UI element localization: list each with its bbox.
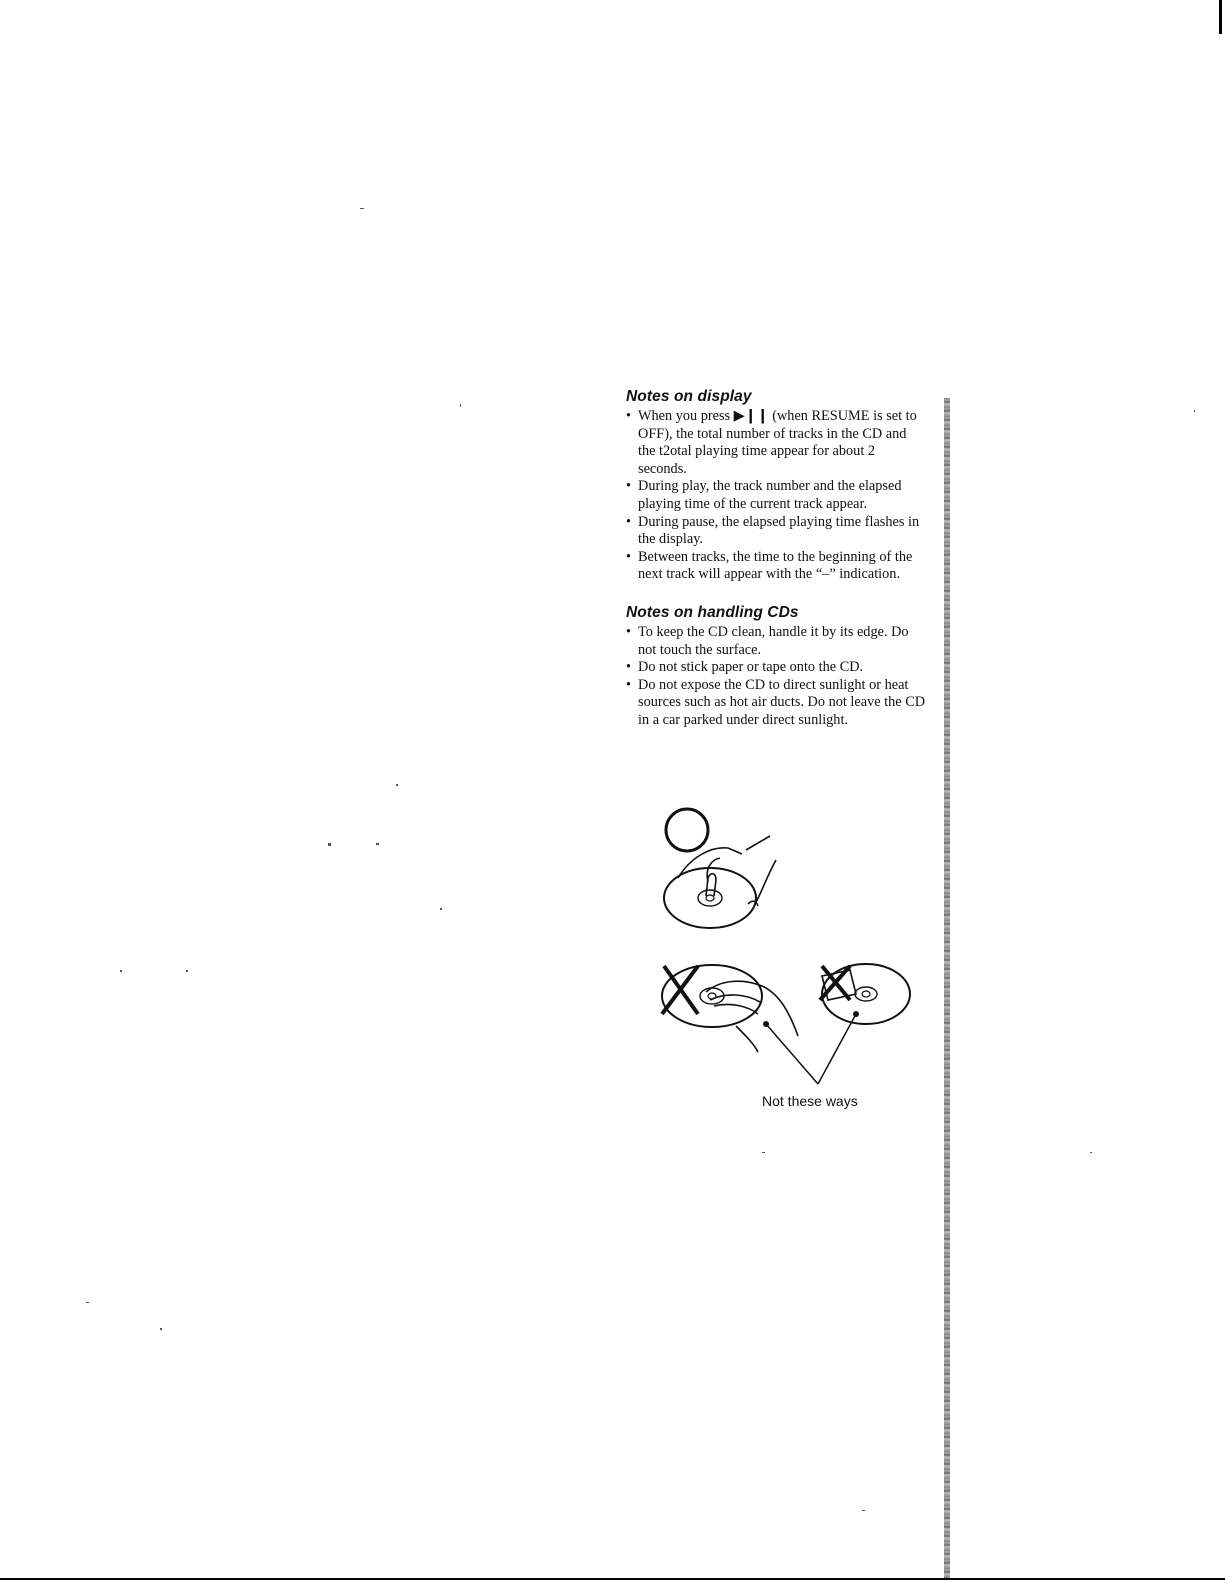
scan-speck [160,1328,162,1330]
scan-speck [186,970,188,972]
scan-speck [460,404,461,407]
scan-speck [1194,410,1195,412]
heading-notes-on-display: Notes on display [626,388,752,405]
display-note-4: • Between tracks, the time to the beginning of the next track will appear with the “–” indication. [626,549,926,584]
scan-speck [862,1510,865,1511]
handling-notes-list [626,624,926,730]
handling-note-3: • Do not expose the CD to direct sunlight or heat sources such as hot air ducts. Do not leave the CD in a car parked under direct sunlight. [626,677,926,730]
handling-note-2: • Do not stick paper or tape onto the CD. [626,659,926,677]
notes-column [626,388,926,730]
scan-speck [360,208,364,209]
binding-strip [944,398,950,1580]
hand-holding-cd-icon [706,981,798,1052]
page-edge-mark [1219,0,1222,34]
scan-speck [328,843,331,846]
scan-speck [762,1152,765,1153]
display-note-3: • During pause, the elapsed playing time flashes in the display. [626,514,926,549]
display-note-2: • During play, the track number and the elapsed playing time of the current track appear. [626,478,926,513]
cd-handling-illustration [650,800,940,1120]
scan-speck [396,784,398,786]
heading-notes-on-handling-cds: Notes on handling CDs [626,603,799,621]
figure-caption: Not these ways [762,1093,858,1109]
scan-speck [376,843,379,845]
handling-note-1: • To keep the CD clean, handle it by its edge. Do not touch the surface. [626,624,926,659]
scan-speck [86,1302,89,1303]
scan-speck [1090,1152,1092,1153]
display-note-1: • When you press ▶❙❙ (when RESUME is set to OFF), the total number of tracks in the CD and the t2otal playing time appear for about 2 seconds. [626,408,926,478]
bottom-rule [0,1578,1225,1580]
display-notes-list [626,408,926,584]
correct-circle-icon [666,809,708,851]
scan-speck [440,908,442,910]
scan-speck [120,970,122,972]
